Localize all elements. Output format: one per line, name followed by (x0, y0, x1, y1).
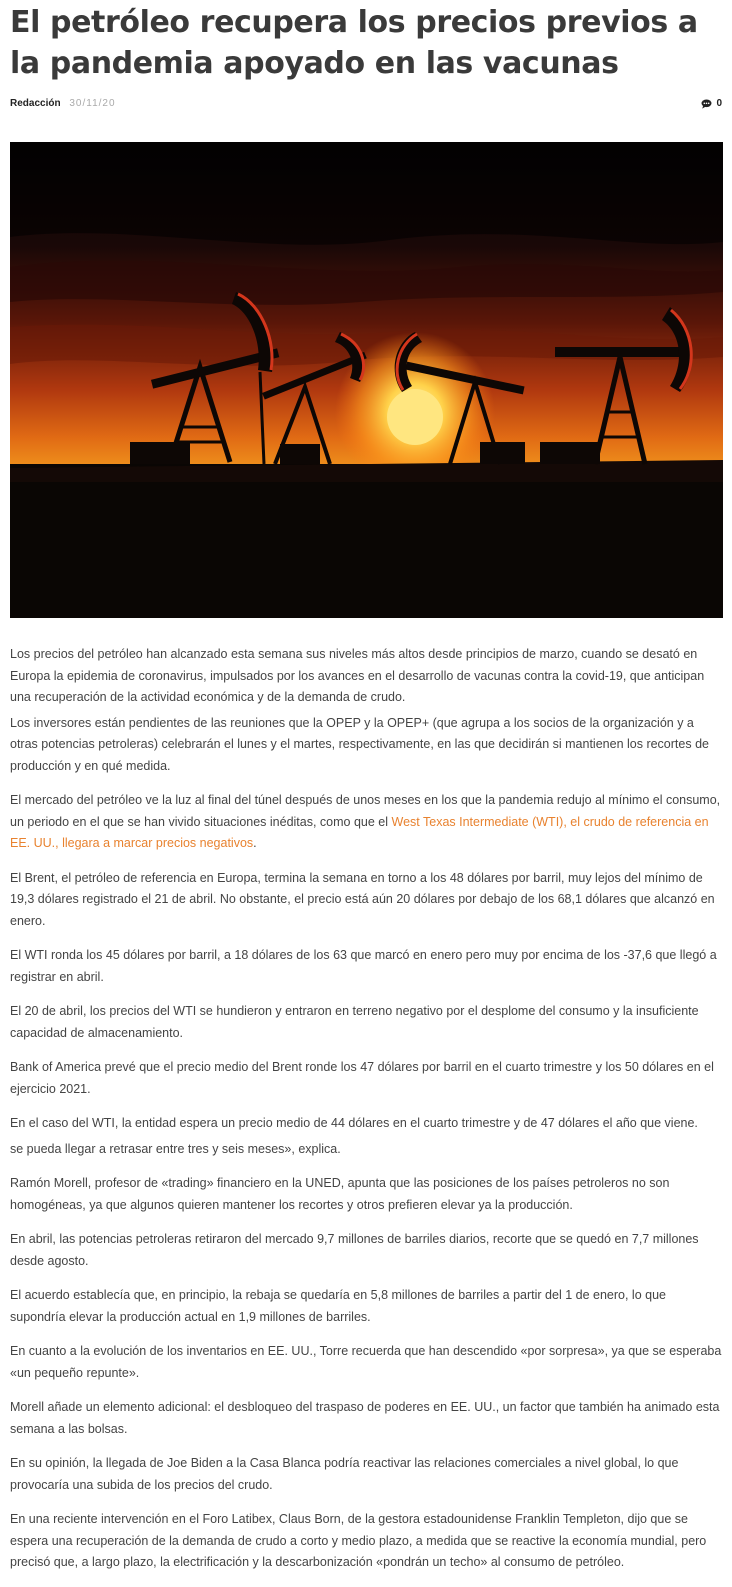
paragraph: En abril, las potencias petroleras retiraron del mercado 9,7 millones de barriles diarios, recorte que se quedó en 7,7 millones desde agosto. (10, 1232, 699, 1268)
paragraph: El WTI ronda los 45 dólares por barril, a 18 dólares de los 63 que marcó en enero pero muy por encima de los -37,6 que llegó a registrar en abril. (10, 948, 717, 984)
paragraph: En una reciente intervención en el Foro Latibex, Claus Born, de la gestora estadounidense Franklin Templeton, dijo que se espera una recuperación de la demanda de crudo a corto y medio plazo, a medida que se reactive la economía mundial, pero precisó que, a largo plazo, la electrificación y la descarbonización «pondrán un techo» al consumo de petróleo. (10, 1512, 707, 1569)
paragraph: se pueda llegar a retrasar entre tres y seis meses», explica. (10, 1141, 341, 1156)
article-meta (10, 98, 722, 112)
author-link[interactable]: Redacción (10, 98, 61, 109)
paragraph: Ramón Morell, profesor de «trading» financiero en la UNED, apunta que las posiciones de los países petroleros no son homogéneas, ya que algunos quieren mantener los recortes y otros prefieren elevar ya la producción. (10, 1176, 670, 1212)
comment-bubble-icon (701, 99, 712, 109)
paragraph: En cuanto a la evolución de los inventarios en EE. UU., Torre recuerda que han descendido «por sorpresa», ya que se esperaba «un pequeño repunte». (10, 1344, 722, 1380)
paragraph: El acuerdo establecía que, en principio, la rebaja se quedaría en 5,8 millones de barriles a partir del 1 de enero, lo que supondría elevar la producción actual en 1,9 millones de barriles. (10, 1288, 666, 1324)
paragraph: El mercado del petróleo ve la luz al final del túnel después de unos meses en los que la pandemia redujo al mínimo el consumo, un periodo en el que se han vivido situaciones inéditas, como que el West Texas Intermediate (WTI), el crudo de referencia en EE. UU., llegara a marcar precios negativos. (10, 793, 721, 850)
paragraph: El 20 de abril, los precios del WTI se hundieron y entraron en terreno negativo por el desplome del consumo y la insuficiente capacidad de almacenamiento. (10, 1004, 699, 1040)
paragraph: El Brent, el petróleo de referencia en Europa, termina la semana en torno a los 48 dólares por barril, muy lejos del mínimo de 19,3 dólares registrado el 21 de abril. No obstante, el precio está aún 20 dólares por debajo de los 68,1 dólares que alcanzó en enero. (10, 870, 715, 928)
article-body (10, 644, 724, 1587)
paragraph: Bank of America prevé que el precio medio del Brent ronde los 47 dólares por barril en el cuarto trimestre y los 50 dólares en el ejercicio 2021. (10, 1060, 714, 1096)
article-title: El petróleo recupera los precios previos a la pandemia apoyado en las vacunas (10, 5, 698, 81)
paragraph: Los precios del petróleo han alcanzado esta semana sus niveles más altos desde principios de marzo, cuando se desató en Europa la epidemia de coronavirus, impulsados por los avances en el desarrollo de vacunas contra la covid-19, que anticipan una recuperación de la actividad económica y de la demanda de crudo. (10, 647, 705, 704)
comment-count: 0 (716, 98, 722, 109)
wti-negative-prices-link[interactable]: West Texas Intermediate (WTI), el crudo de referencia en EE. UU., llegara a marcar precios negativos (10, 814, 709, 850)
paragraph: En su opinión, la llegada de Joe Biden a la Casa Blanca podría reactivar las relaciones comerciales a nivel global, lo que provocaría una subida de los precios del crudo. (10, 1456, 679, 1492)
paragraph: Morell añade un elemento adicional: el desbloqueo del traspaso de poderes en EE. UU., un factor que también ha animado esta semana a las bolsas. (10, 1400, 720, 1436)
publish-date: 30/11/20 (69, 98, 116, 109)
comments-link[interactable] (701, 98, 722, 109)
hero-image (10, 142, 723, 618)
paragraph: Los inversores están pendientes de las reuniones que la OPEP y la OPEP+ (que agrupa a los socios de la organización y a otras potencias petroleras) celebrarán el lunes y el martes, respectivamente, en las que decidirán si mantienen los recortes de producción y en qué medida. (10, 715, 709, 773)
paragraph: En el caso del WTI, la entidad espera un precio medio de 44 dólares en el cuarto trimestre y de 47 dólares el año que viene. (10, 1116, 698, 1130)
